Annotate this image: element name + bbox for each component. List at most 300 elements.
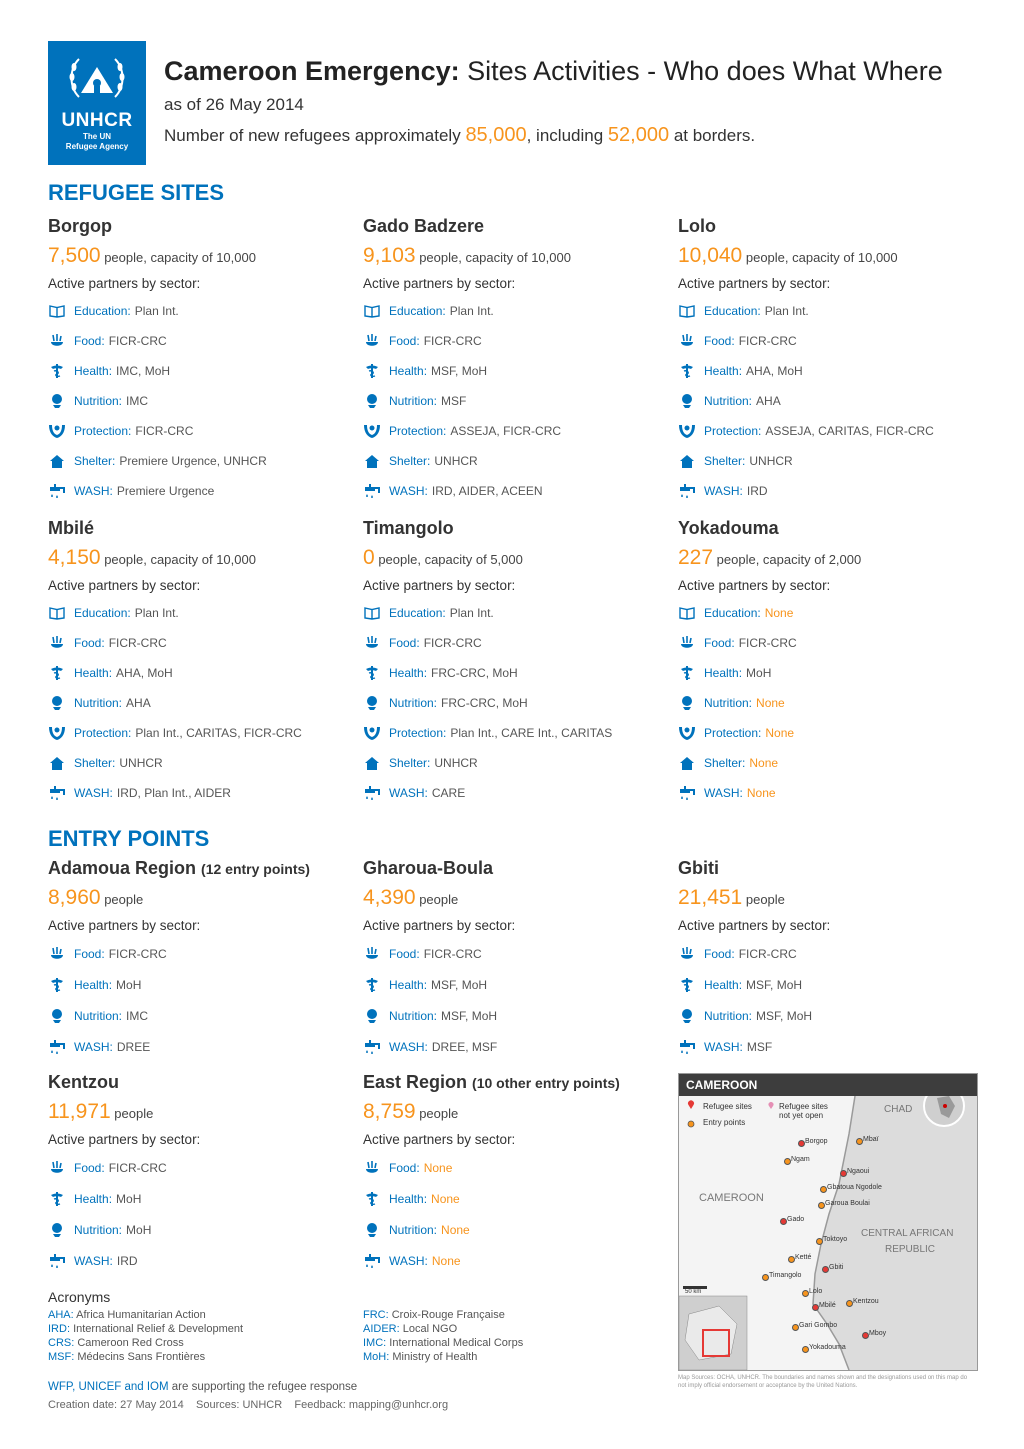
shelter-icon [678,755,696,771]
sector-row [48,476,348,506]
sector-label: Food: [74,334,105,348]
refugee-summary [164,124,1004,147]
acronym-value: International Medical Corps [389,1337,524,1349]
sector-label: Food: [389,946,420,961]
population [678,546,978,570]
sector-row [363,1152,663,1183]
sector-label: WASH: [704,786,743,800]
sector-label: Shelter: [389,756,431,770]
sector-partners: FICR-CRC [738,946,797,961]
sector-partners: AHA, MoH [116,666,173,680]
population-count: 9,103 [363,244,416,267]
map-place-label: Mboy [869,1330,887,1337]
sector-partners: UNHCR [434,454,478,468]
card-name-text: Timangolo [363,518,454,538]
sector-partners: None [764,606,794,620]
summary-post: at borders. [673,126,756,145]
card-name [363,216,663,237]
active-partners-label: Active partners by sector: [678,276,831,291]
population-count: 4,150 [48,546,101,569]
sector-partners: Plan Int., CARE Int., CARITAS [450,726,613,740]
population-suffix: people, capacity of 10,000 [419,250,571,265]
sector-row [48,1214,348,1245]
sector-label: Nutrition: [74,1008,123,1023]
nutrition-icon [363,1222,381,1238]
acronym-key: MoH: [363,1351,390,1363]
map-marker-icon [846,1300,853,1307]
card-name [363,518,663,539]
population-suffix: people [419,1106,459,1121]
wash-icon [48,483,66,499]
map-place-label: Timangolo [769,1272,802,1279]
sector-label: Protection: [704,424,762,438]
sector-row [678,326,978,356]
sector-label: WASH: [74,1039,113,1054]
health-icon [363,1191,381,1207]
map-marker-icon [816,1238,823,1245]
legend-entry-points: Entry points [703,1118,746,1127]
protection-icon [363,725,381,741]
sector-label: Protection: [704,726,762,740]
sector-partners: FICR-CRC [738,636,797,650]
wash-icon [678,1039,696,1055]
card-name [678,858,978,879]
population-count: 10,040 [678,244,743,267]
health-icon [48,363,66,379]
sector-label: Education: [74,606,131,620]
population [678,244,978,268]
population-count: 7,500 [48,244,101,267]
support-orgs: WFP, UNICEF and IOM [48,1381,169,1393]
food-icon [363,1160,381,1176]
map-marker-icon [802,1346,809,1353]
acronyms [48,1289,648,1363]
sector-row [678,748,978,778]
sector-partners: DREE [116,1039,151,1054]
card-name [363,1072,663,1093]
sector-partners: IRD [116,1253,138,1268]
sector-partners: MSF [746,1039,773,1054]
sector-partners: MSF, MoH [431,364,488,378]
map-country-car-2: REPUBLIC [885,1244,936,1255]
map-place-label: Mbilé [819,1302,836,1309]
sector-label: Protection: [389,424,447,438]
sector-row [363,1000,663,1031]
map-place-label: Toktoyo [823,1236,848,1243]
sector-partners: Premiere Urgence [116,484,215,498]
sector-list [363,1152,663,1276]
sector-label: WASH: [389,484,428,498]
sector-row [48,1152,348,1183]
acronym-item [363,1351,663,1363]
sector-row [48,326,348,356]
population-count: 8,960 [48,886,101,909]
sector-label: Food: [389,334,420,348]
map-scale: 50 km [685,1289,702,1295]
sector-row [363,416,663,446]
nutrition-icon [678,1008,696,1024]
map-marker-icon [822,1266,829,1273]
sector-partners: FICR-CRC [423,946,482,961]
wash-icon [48,1039,66,1055]
population-suffix: people, capacity of 10,000 [745,250,898,265]
nutrition-icon [678,695,696,711]
map-place-label: Ngam [791,1156,810,1163]
sector-row [678,628,978,658]
location-map [678,1073,978,1371]
sector-list [48,1152,348,1276]
nutrition-icon [48,393,66,409]
sector-label: Education: [389,606,446,620]
sector-partners: MoH [126,1222,152,1237]
refugee-site-card [48,518,348,808]
map-place-label: Ngaoui [847,1168,870,1175]
logo-wordmark: UNHCR [61,110,133,131]
sector-row [363,688,663,718]
sector-label: Education: [389,304,446,318]
shelter-icon [678,453,696,469]
refugee-site-card [678,216,978,506]
acronym-key: AIDER: [363,1323,400,1335]
sector-label: Shelter: [389,454,431,468]
food-icon [678,946,696,962]
sector-list [678,938,978,1062]
education-icon [678,303,696,319]
card-name-text: Yokadouma [678,518,779,538]
sector-row [363,446,663,476]
sector-label: Food: [704,334,735,348]
sector-partners: FICR-CRC [108,636,167,650]
sector-label: WASH: [389,1039,428,1054]
sector-label: Education: [704,304,761,318]
sector-partners: MoH [746,666,772,680]
page-title [164,56,1004,87]
sector-partners: IMC [126,1008,149,1023]
health-icon [48,977,66,993]
sector-row [363,969,663,1000]
card-name [678,518,978,539]
logo-tagline-1: The UN [83,132,111,141]
sector-label: Shelter: [704,454,746,468]
food-icon [363,333,381,349]
active-partners-label: Active partners by sector: [48,276,201,291]
summary-border: 52,000 [607,124,670,146]
sector-label: Health: [74,977,113,992]
wash-icon [678,785,696,801]
sector-list [48,598,348,808]
sector-label: Food: [389,636,420,650]
map-place-label: Garoua Boulai [825,1200,870,1207]
wash-icon [48,1253,66,1269]
sector-row [363,296,663,326]
sector-row [363,658,663,688]
health-icon [48,1191,66,1207]
sector-partners: CARE [431,786,466,800]
sector-row [678,598,978,628]
map-marker-icon [788,1256,795,1263]
sector-row [678,1031,978,1062]
population-suffix: people [745,892,785,907]
sector-row [363,938,663,969]
sector-row [48,296,348,326]
card-name [48,518,348,539]
summary-total: 85,000 [465,124,527,146]
sector-label: Nutrition: [389,696,438,710]
map-place-label: Kentzou [853,1298,879,1305]
sector-partners: Plan Int. [764,304,809,318]
wash-icon [678,483,696,499]
map-place-label: Gbatoua Ngodole [827,1184,882,1191]
refugee-site-card [48,216,348,506]
sector-partners: MSF [441,394,467,408]
sector-partners: IMC, MoH [116,364,171,378]
sector-label: Food: [704,946,735,961]
feedback-email[interactable]: Feedback: mapping@unhcr.org [294,1399,449,1411]
sector-label: Nutrition: [704,1008,753,1023]
sector-row [678,778,978,808]
entry-point-card [48,858,348,1062]
card-name-text: Lolo [678,216,716,236]
map-marker-icon [802,1290,809,1297]
population-suffix: people [114,1106,154,1121]
sector-partners: Plan Int. [449,606,494,620]
sector-label: Education: [704,606,761,620]
sector-label: WASH: [704,1039,743,1054]
nutrition-icon [48,695,66,711]
health-icon [678,665,696,681]
sector-label: WASH: [74,786,113,800]
sector-partners: FICR-CRC [738,334,797,348]
sector-partners: FICR-CRC [423,334,482,348]
population-suffix: people [419,892,459,907]
card-name-text: Gbiti [678,858,719,878]
sector-list [48,938,348,1062]
active-partners-label: Active partners by sector: [363,1132,516,1147]
active-partners-label: Active partners by sector: [48,918,201,933]
wash-icon [363,483,381,499]
sector-list [363,938,663,1062]
sector-list [48,296,348,506]
food-icon [48,1160,66,1176]
acronym-item [363,1309,663,1321]
sector-partners: None [431,1191,460,1206]
sector-list [363,296,663,506]
sector-label: Health: [74,1191,113,1206]
sector-partners: FICR-CRC [108,334,167,348]
map-marker-icon [812,1304,819,1311]
sector-label: WASH: [74,484,113,498]
sector-partners: Plan Int. [134,606,179,620]
health-icon [48,665,66,681]
entry-point-card [363,1072,663,1276]
map-country-cameroon: CAMEROON [699,1192,764,1204]
sector-partners: ASSEJA, CARITAS, FICR-CRC [765,424,934,438]
map-marker-icon [792,1324,799,1331]
sector-partners: FRC-CRC, MoH [441,696,528,710]
sector-label: Education: [74,304,131,318]
protection-icon [678,423,696,439]
sector-partners: MoH [116,977,142,992]
acronym-item [363,1337,663,1349]
acronym-item [48,1323,363,1335]
population-suffix: people, capacity of 5,000 [378,552,523,567]
acronym-value: Médecins Sans Frontières [77,1351,206,1363]
title-bold: Cameroon Emergency: [164,56,460,86]
sector-label: Protection: [74,726,132,740]
sector-label: Food: [704,636,735,650]
refugee-site-card [363,518,663,808]
acronym-item [48,1309,363,1321]
sector-row [48,598,348,628]
refugee-site-card [678,518,978,808]
sector-row [678,969,978,1000]
active-partners-label: Active partners by sector: [363,276,516,291]
sector-partners: None [423,1160,453,1175]
food-icon [48,946,66,962]
protection-icon [363,423,381,439]
population [363,886,663,910]
map-place-label: Lolo [809,1288,823,1295]
shelter-icon [48,755,66,771]
sector-partners: ASSEJA, FICR-CRC [450,424,562,438]
title-rest: Sites Activities - Who does What Where [467,56,943,86]
refugee-sites-heading: REFUGEE SITES [48,180,225,205]
active-partners-label: Active partners by sector: [363,578,516,593]
sector-label: Protection: [74,424,132,438]
sector-label: Nutrition: [74,696,123,710]
map-place-label: Gado [787,1216,805,1223]
population [48,244,348,268]
acronym-value: Cameroon Red Cross [77,1337,184,1349]
sector-row [678,476,978,506]
card-name-text: Gharoua-Boula [363,858,494,878]
protection-icon [48,725,66,741]
sector-row [48,416,348,446]
sector-label: Shelter: [704,756,746,770]
sector-row [363,598,663,628]
health-icon [678,363,696,379]
card-name-text: Adamoua Region [48,858,197,878]
population-count: 21,451 [678,886,743,909]
sector-partners: UNHCR [749,454,793,468]
sector-row [48,688,348,718]
sector-label: Health: [704,364,743,378]
sector-label: Health: [389,977,428,992]
acronym-key: AHA: [48,1309,74,1321]
population [48,1100,348,1124]
map-country-chad: CHAD [884,1104,913,1115]
active-partners-label: Active partners by sector: [48,578,201,593]
protection-icon [678,725,696,741]
map-marker-icon [856,1138,863,1145]
map-marker-icon [840,1170,847,1177]
map-place-label: Ketté [795,1254,812,1261]
sector-partners: MSF, MoH [756,1008,813,1023]
sector-label: Health: [74,364,113,378]
unhcr-emblem-icon [65,53,129,105]
sector-label: Nutrition: [704,696,753,710]
wash-icon [363,1253,381,1269]
card-name [48,858,348,879]
population [363,244,663,268]
sector-row [48,748,348,778]
sector-label: Nutrition: [74,1222,123,1237]
sector-row [48,1031,348,1062]
sector-partners: AHA [126,696,151,710]
sector-label: Health: [74,666,113,680]
sector-label: Health: [704,666,743,680]
sector-partners: FICR-CRC [135,424,194,438]
sector-row [48,386,348,416]
active-partners-label: Active partners by sector: [678,918,831,933]
population [48,886,348,910]
food-icon [363,946,381,962]
nutrition-icon [48,1222,66,1238]
sector-row [678,718,978,748]
acronym-key: IMC: [363,1337,387,1349]
map-marker-icon [862,1332,869,1339]
shelter-icon [48,453,66,469]
acronym-value: Local NGO [402,1323,458,1335]
card-name-text: Gado Badzere [363,216,485,236]
sector-row [678,1000,978,1031]
population-suffix: people, capacity of 10,000 [104,552,256,567]
nutrition-icon [363,695,381,711]
sector-partners: Plan Int., CARITAS, FICR-CRC [135,726,302,740]
acronym-item [363,1323,663,1335]
sector-row [363,326,663,356]
sector-row [363,1214,663,1245]
sector-row [363,1183,663,1214]
sector-row [48,969,348,1000]
sector-row [48,718,348,748]
sector-label: WASH: [389,786,428,800]
sector-row [678,688,978,718]
sector-label: Nutrition: [389,1222,438,1237]
sector-row [48,446,348,476]
food-icon [48,635,66,651]
sector-partners: None [431,1253,461,1268]
sector-partners: AHA [756,394,781,408]
sector-label: WASH: [704,484,743,498]
population [363,1100,663,1124]
acronym-key: IRD: [48,1323,70,1335]
map-marker-icon [818,1202,825,1209]
wash-icon [363,1039,381,1055]
sector-partners: Plan Int. [134,304,179,318]
sector-partners: AHA, MoH [746,364,803,378]
sector-row [678,446,978,476]
logo-tagline-2: Refugee Agency [65,142,129,151]
card-name-text: Mbilé [48,518,95,538]
summary-mid: , including [526,126,604,145]
population [363,546,663,570]
sector-partners: MSF, MoH [746,977,803,992]
sector-partners: IMC [126,394,149,408]
food-icon [678,333,696,349]
card-name [48,1072,348,1093]
sector-row [363,476,663,506]
sector-partners: IRD [746,484,768,498]
sector-partners: FICR-CRC [423,636,482,650]
page-header [164,56,1004,147]
education-icon [48,303,66,319]
report-date: as of 26 May 2014 [164,95,304,114]
sector-row [363,748,663,778]
entry-point-card [363,858,663,1062]
sector-row [678,658,978,688]
map-marker-icon [784,1158,791,1165]
